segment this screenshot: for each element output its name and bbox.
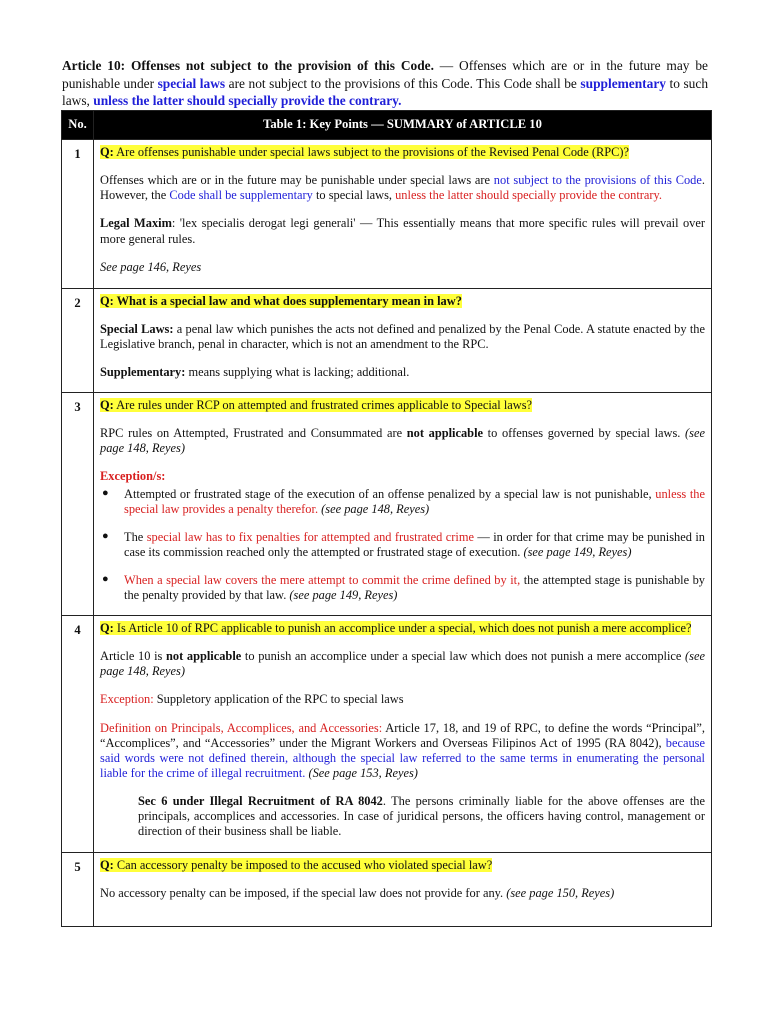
summary-table — [61, 110, 712, 927]
supplementary-definition: Supplementary: means supplying what is lacking; additional. — [100, 365, 410, 380]
list-item: ● The special law has to fix penalties for attempted and frustrated crime — in order for that crime may be punished in case its commission reached only the attempted or frustrated stage of execution. (see page 149, Reyes) — [102, 529, 705, 559]
exceptions-heading: Exception/s: — [100, 469, 166, 484]
question: Q: Is Article 10 of RPC applicable to punish an accomplice under a special, which does not punish a mere accomplice? — [100, 621, 692, 635]
answer-paragraph: Offenses which are or in the future may be punishable under special laws are not subject to the provisions of this Code. However, the Code shall be supplementary to special laws, unless the latter should specially provide the contrary. — [100, 173, 705, 203]
row-content — [94, 853, 712, 927]
legal-maxim: Legal Maxim: 'lex specialis derogat legi generali' — This essentially means that more specific rules will prevail over more general rules. — [100, 216, 706, 246]
definition-paragraph: Definition on Principals, Accomplices, and Accessories: Article 17, 18, and 19 of RPC, to define the words “Principal”, “Accomplices”, and “Accessories” under the Migrant Workers and Overseas Filipinos Act of 1995 (RA 8042), because said words were not defined therein, although the special law referred to the same terms in enumerating the personal liable for the crime of illegal recruitment. (See page 153, Reyes) — [100, 720, 705, 780]
question: Q: Are offenses punishable under special laws subject to the provisions of the Revised Penal Code (RPC)? — [100, 145, 630, 159]
list-item: ● Attempted or frustrated stage of the execution of an offense penalized by a special law is not punishable, unless the special law provides a penalty therefor. (see page 148, Reyes) — [102, 486, 705, 516]
table-header-row — [62, 111, 712, 140]
table-row — [62, 853, 712, 927]
row-number: 4 — [62, 616, 94, 853]
question: Q: What is a special law and what does supplementary mean in law? — [100, 294, 462, 308]
question: Q: Are rules under RCP on attempted and frustrated crimes applicable to Special laws? — [100, 398, 533, 412]
sec-6-quote: Sec 6 under Illegal Recruitment of RA 8042. The persons criminally liable for the above offenses are the principals, accomplices and accessories. In case of juridical persons, the officers having control, management or direction of their business shall be liable. — [138, 794, 705, 839]
unless-clause: unless the latter should specially provide the contrary. — [93, 93, 402, 109]
page-reference: See page 146, Reyes — [100, 259, 202, 274]
row-content — [94, 289, 712, 393]
row-number: 2 — [62, 289, 94, 393]
supplementary-term: supplementary — [580, 75, 666, 91]
row-content — [94, 140, 712, 289]
exception-line: Exception: Suppletory application of the RPC to special laws — [100, 692, 404, 707]
article-intro: Article 10: Offenses not subject to the provision of this Code. — Offenses which are or in the future may be punishable under special laws are not subject to the provisions of this Code. This Code shall be supplementary to such laws, unless the latter should specially provide the contrary. — [62, 58, 709, 109]
list-item: ● When a special law covers the mere attempt to commit the crime defined by it, the attempted stage is punishable by the penalty provided by that law. (see page 149, Reyes) — [102, 573, 705, 603]
bullet-icon: ● — [102, 486, 109, 499]
table-row — [62, 140, 712, 289]
row-number: 1 — [62, 140, 94, 289]
exceptions-list — [100, 487, 705, 604]
answer-paragraph: No accessory penalty can be imposed, if the special law does not provide for any. (see page 150, Reyes) — [100, 886, 615, 901]
table-row — [62, 289, 712, 393]
table-row — [62, 393, 712, 616]
table-row — [62, 616, 712, 853]
bullet-icon: ● — [102, 573, 109, 585]
column-header-title: Table 1: Key Points — SUMMARY of ARTICLE 10 — [94, 111, 712, 140]
row-number: 5 — [62, 853, 94, 927]
column-header-no: No. — [62, 111, 94, 140]
row-content — [94, 393, 712, 616]
bullet-icon: ● — [102, 529, 109, 542]
answer-paragraph: RPC rules on Attempted, Frustrated and Consummated are not applicable to offenses governed by special laws. (see page 148, Reyes) — [100, 426, 705, 456]
answer-paragraph: Article 10 is not applicable to punish an accomplice under a special law which does not punish a mere accomplice (see page 148, Reyes) — [100, 649, 705, 679]
article-title: Article 10: Offenses not subject to the provision of this Code. — [62, 58, 434, 74]
special-laws-definition: Special Laws: a penal law which punishes the acts not defined and penalized by the Penal Code. A statute enacted by the Legislative branch, penal in character, which is not an amendment to the RPC. — [100, 322, 705, 352]
row-content — [94, 616, 712, 853]
row-number: 3 — [62, 393, 94, 616]
special-laws-term: special laws — [157, 75, 226, 91]
question: Q: Can accessory penalty be imposed to the accused who violated special law? — [100, 858, 493, 872]
